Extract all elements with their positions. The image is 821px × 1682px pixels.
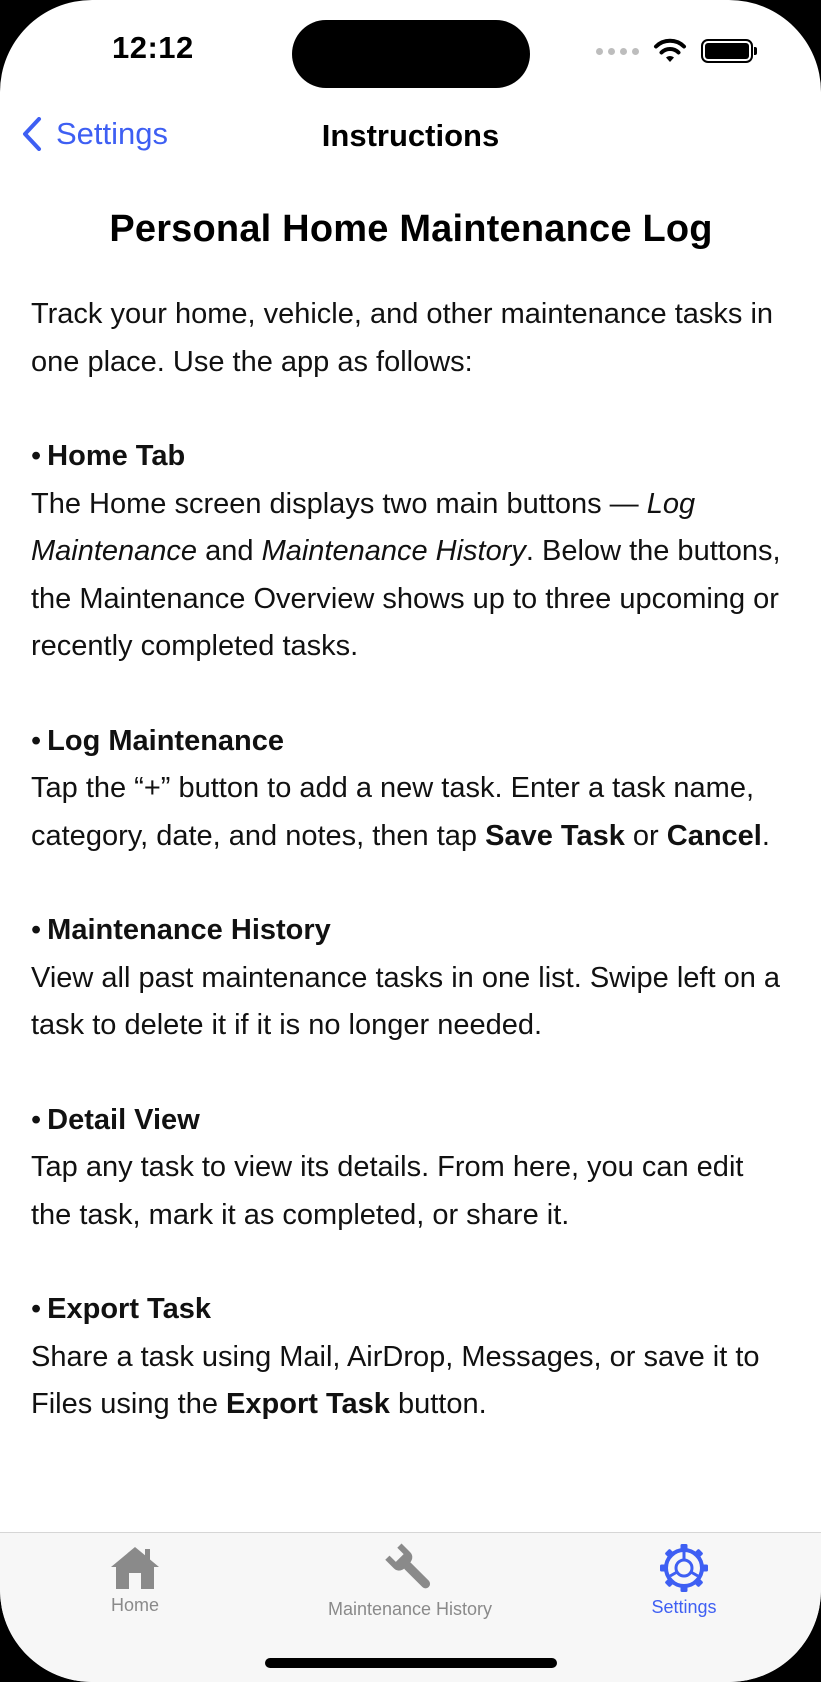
wifi-icon xyxy=(653,38,687,64)
status-time: 12:12 xyxy=(112,30,194,65)
tab-maintenance-history[interactable] xyxy=(290,1543,530,1620)
tab-settings[interactable] xyxy=(564,1543,804,1618)
section-heading: • Export Task xyxy=(31,1293,212,1325)
section-body: View all past maintenance tasks in one list. Swipe left on a task to delete it if it is no longer needed. xyxy=(31,961,781,1041)
section-body: The Home screen displays two main buttons — Log Maintenance and Maintenance History. Below the buttons, the Maintenance Overview shows up to three upcoming or recently completed tasks. xyxy=(31,487,781,662)
home-indicator[interactable] xyxy=(265,1658,557,1668)
tab-home[interactable] xyxy=(15,1543,255,1616)
tab-home-label: Home xyxy=(110,1595,159,1615)
tab-maintenance-history-label: Maintenance History xyxy=(327,1599,493,1619)
section-body: Tap the “+” button to add a new task. Enter a task name, category, date, and notes, then tap Save Task or Cancel. xyxy=(31,772,770,852)
section-export-task xyxy=(31,1286,791,1429)
instructions-content[interactable] xyxy=(31,200,791,1429)
status-icons xyxy=(596,38,753,64)
section-heading: • Log Maintenance xyxy=(31,724,285,757)
wrench-adjustable-icon xyxy=(382,1543,438,1595)
section-log-maintenance xyxy=(31,718,791,861)
section-heading: • Detail View xyxy=(31,1103,200,1136)
section-detail-view xyxy=(31,1097,791,1240)
house-icon xyxy=(107,1543,163,1591)
intro-paragraph: Track your home, vehicle, and other maintenance tasks in one place. Use the app as follows: xyxy=(31,298,774,378)
section-heading: • Home Tab xyxy=(31,440,186,472)
cellular-signal-icon xyxy=(596,48,639,55)
section-body: Share a task using Mail, AirDrop, Messages, or save it to Files using the Export Task button. xyxy=(31,1340,760,1420)
nav-title-text: Instructions xyxy=(321,118,500,153)
section-body: Tap any task to view its details. From here, you can edit the task, mark it as completed, or share it. xyxy=(31,1151,744,1231)
back-button-label: Settings xyxy=(56,116,169,151)
section-home-tab xyxy=(31,433,791,671)
tab-settings-label: Settings xyxy=(651,1597,717,1617)
section-heading: • Maintenance History xyxy=(31,914,331,946)
page-title: Personal Home Maintenance Log xyxy=(109,208,713,250)
battery-icon xyxy=(701,39,753,63)
section-maintenance-history xyxy=(31,907,791,1050)
nav-title xyxy=(0,118,821,154)
dynamic-island xyxy=(292,20,530,88)
gear-icon xyxy=(658,1543,710,1593)
